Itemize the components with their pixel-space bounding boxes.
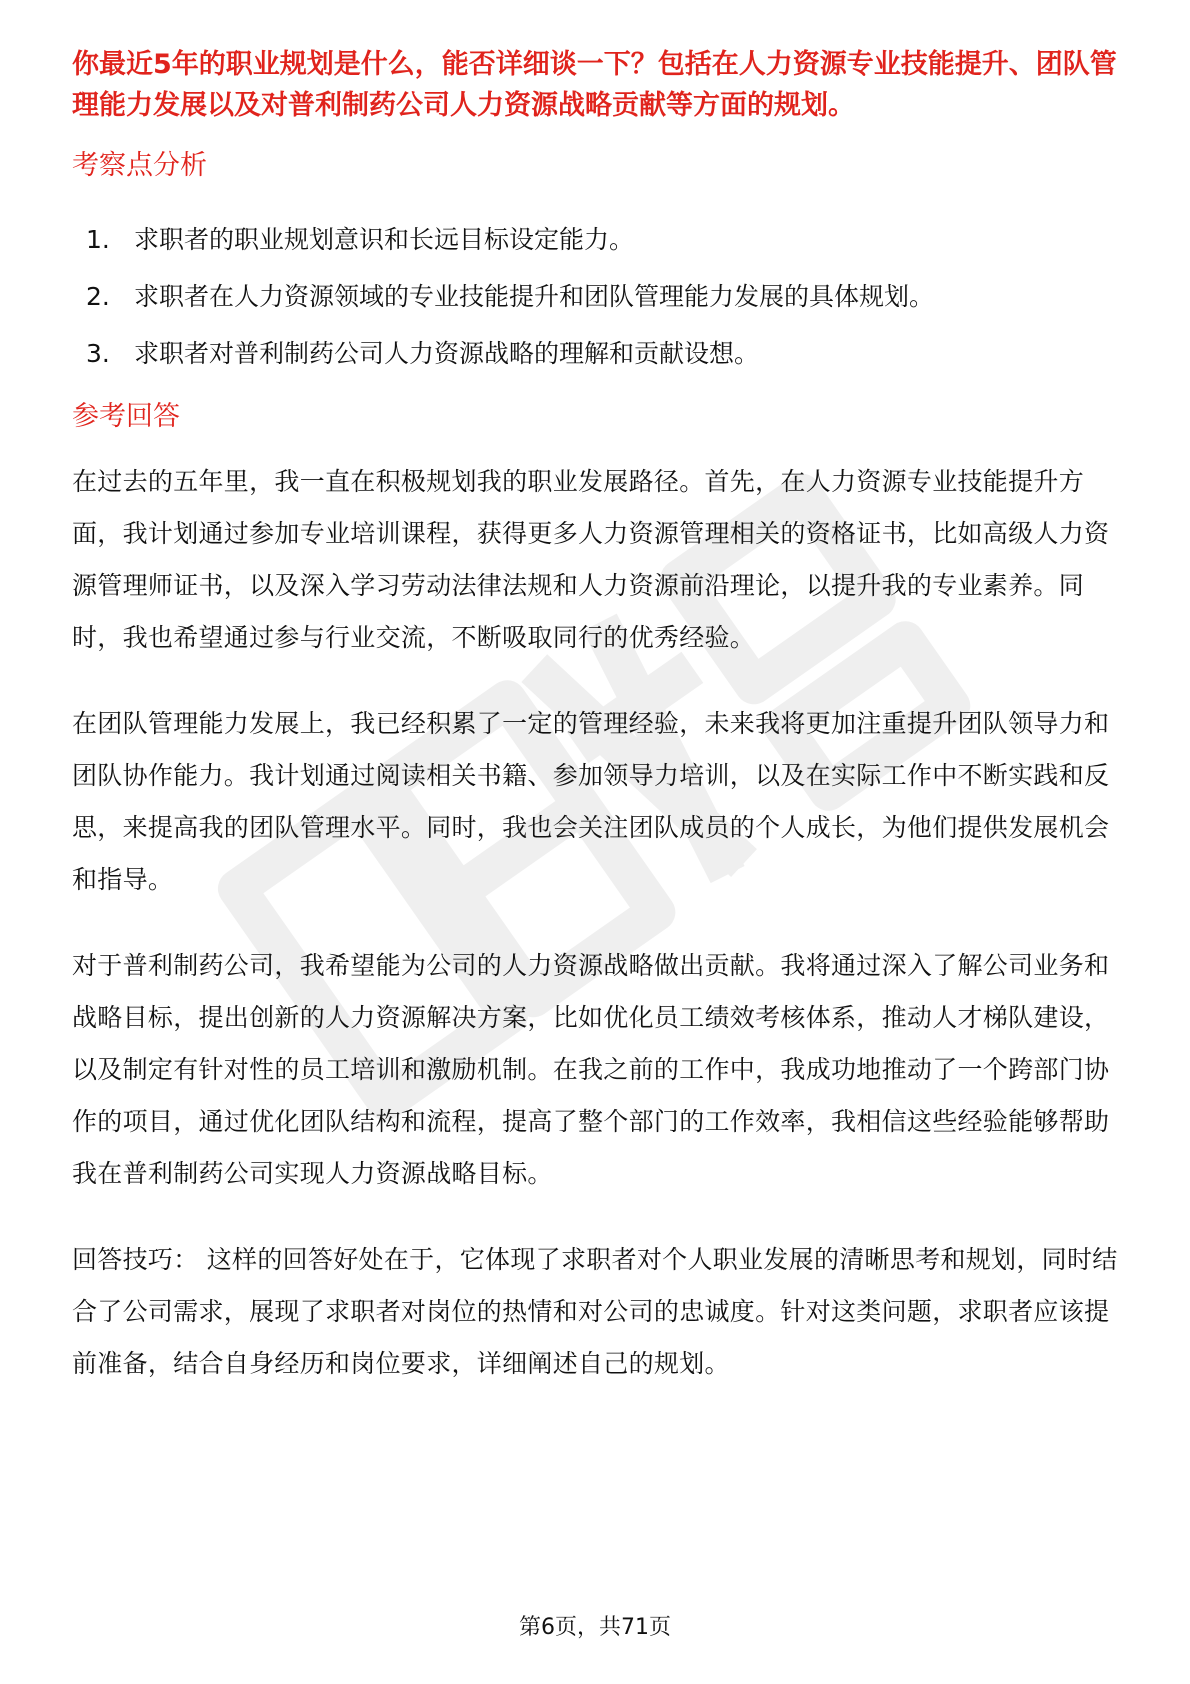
answer-tip-paragraph: 回答技巧： 这样的回答好处在于，它体现了求职者对个人职业发展的清晰思考和规划，同时结合了公司需求，展现了求职者对岗位的热情和对公司的忠诚度。针对这类问题，求职者应该提前准备，结合自身经历和岗位要求，详细阐述自己的规划。 [72,1245,1118,1378]
list-item [72,277,1122,317]
answer-section-title: 参考回答 [72,401,180,432]
list-item-number: 2. [86,282,110,311]
analysis-section-title: 考察点分析 [72,150,207,181]
list-item-text: 求职者在人力资源领域的专业技能提升和团队管理能力发展的具体规划。 [134,282,935,311]
answer-paragraph: 在过去的五年里，我一直在积极规划我的职业发展路径。首先，在人力资源专业技能提升方面，我计划通过参加专业培训课程，获得更多人力资源管理相关的资格证书，比如高级人力资源管理师证书，以及深入学习劳动法律法规和人力资源前沿理论，以提升我的专业素养。同时，我也希望通过参与行业交流，不断吸取同行的优秀经验。 [72,467,1110,652]
analysis-list [72,220,1122,374]
question-heading: 你最近5年的职业规划是什么，能否详细谈一下？包括在人力资源专业技能提升、团队管理能力发展以及对普利制药公司人力资源战略贡献等方面的规划。 [72,49,1117,121]
list-item [72,334,1122,374]
answer-paragraph: 对于普利制药公司，我希望能为公司的人力资源战略做出贡献。我将通过深入了解公司业务和战略目标，提出创新的人力资源解决方案，比如优化员工绩效考核体系，推动人才梯队建设，以及制定有针对性的员工培训和激励机制。在我之前的工作中，我成功地推动了一个跨部门协作的项目，通过优化团队结构和流程，提高了整个部门的工作效率，我相信这些经验能够帮助我在普利制药公司实现人力资源战略目标。 [72,951,1110,1188]
list-item-text: 求职者的职业规划意识和长远目标设定能力。 [134,225,635,254]
answer-paragraph: 在团队管理能力发展上，我已经积累了一定的管理经验，未来我将更加注重提升团队领导力和团队协作能力。我计划通过阅读相关书籍、参加领导力培训，以及在实际工作中不断实践和反思，来提高我的团队管理水平。同时，我也会关注团队成员的个人成长，为他们提供发展机会和指导。 [72,709,1110,894]
page-content [72,44,1122,1390]
list-item-text: 求职者对普利制药公司人力资源战略的理解和贡献设想。 [134,339,760,368]
list-item [72,220,1122,260]
list-item-number: 1. [86,225,110,254]
list-item-number: 3. [86,339,110,368]
page-number-footer: 第6页，共71页 [519,1615,671,1640]
